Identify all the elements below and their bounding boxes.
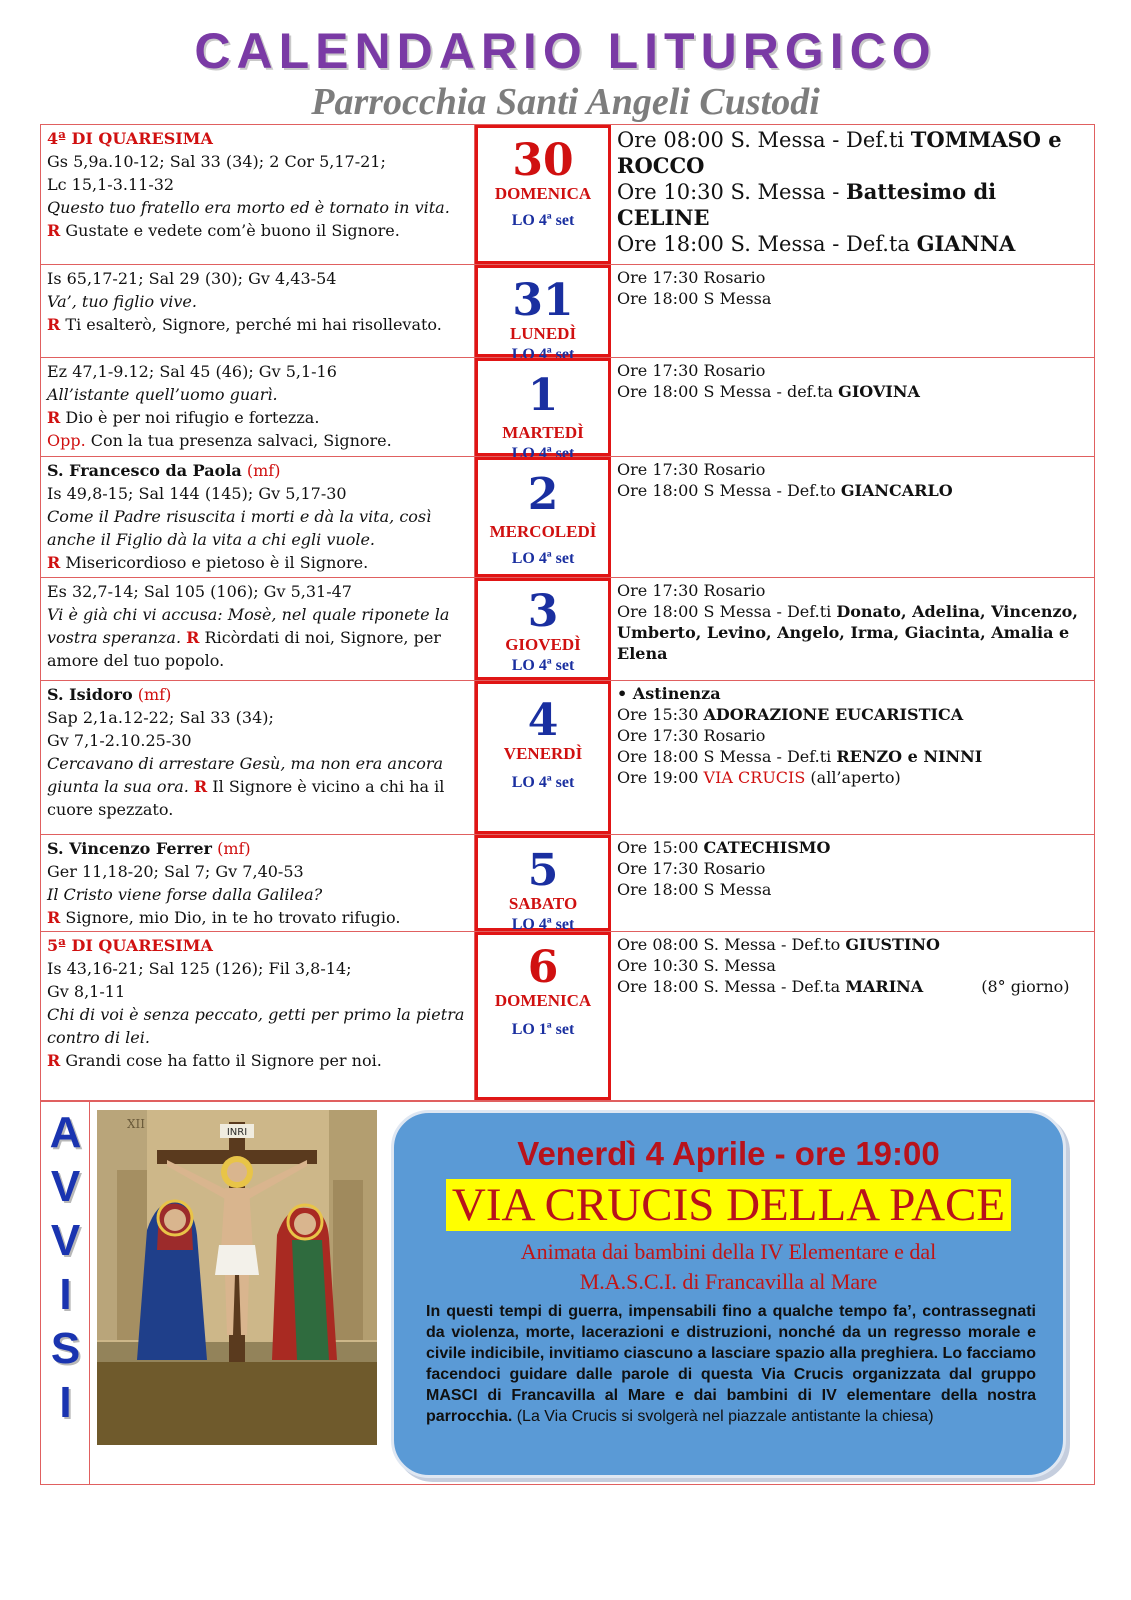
events-cell	[611, 457, 1094, 577]
response-label: R	[47, 315, 61, 334]
day-box	[475, 265, 611, 363]
event-line: Ore 10:30 S. Messa - Battesimo di CELINE	[617, 179, 997, 230]
avvisi-letter: I	[59, 1378, 72, 1427]
day-box	[475, 358, 611, 462]
avvisi-letter: S	[50, 1324, 81, 1373]
avvisi-letter: V	[50, 1216, 81, 1265]
readings: Ger 11,18-20; Sal 7; Gv 7,40-53	[47, 862, 304, 881]
liturgy-cell	[41, 681, 475, 834]
avvisi-letter: A	[49, 1108, 82, 1157]
weekday: LUNEDÌ	[509, 324, 577, 343]
calendar-row	[41, 835, 1094, 932]
liturgy-cell	[41, 125, 475, 264]
gospel-quote: Chi di voi è senza peccato, getti per primo la pietra contro di lei.	[47, 1005, 465, 1047]
day-box	[475, 835, 611, 931]
event-line: Ore 17:30 Rosario	[617, 460, 766, 479]
psalm-response: Ti esalterò, Signore, perché mi hai risollevato.	[65, 315, 442, 334]
announcement-title-wrap	[394, 1179, 1063, 1231]
day-box	[475, 681, 611, 834]
liturgy-of-hours: LO 4ª set	[511, 212, 575, 229]
weekday: VENERDÌ	[503, 744, 583, 763]
liturgy-cell	[41, 457, 475, 577]
event-line: Ore 08:00 S. Messa - Def.to GIUSTINO	[617, 935, 940, 954]
gospel-quote: Come il Padre risuscita i morti e dà la vita, così anche il Figlio dà la vita a chi egli vuole.	[47, 507, 432, 549]
response-label: R	[186, 628, 200, 647]
event-line: Ore 17:30 Rosario	[617, 726, 766, 745]
day-number: 1	[527, 370, 559, 421]
feast-title: 4ª DI QUARESIMA	[47, 129, 213, 148]
event-line: Ore 18:00 S Messa	[617, 289, 772, 308]
events-cell	[611, 835, 1094, 931]
weekday: DOMENICA	[494, 991, 592, 1010]
day-box	[475, 125, 611, 264]
psalm-response: Il Signore è vicino a chi ha il cuore spezzato.	[47, 777, 445, 819]
liturgy-of-hours: LO 4ª set	[511, 657, 575, 674]
announcement-location-note: (La Via Crucis si svolgerà nel piazzale antistante la chiesa)	[516, 1408, 934, 1425]
calendar-row	[41, 681, 1094, 835]
event-line: Ore 18:00 S. Messa - Def.ta MARINA (8° giorno)	[617, 977, 1070, 996]
calendar-row	[41, 358, 1094, 462]
announcement-date: Venerdì 4 Aprile - ore 19:00	[517, 1135, 940, 1172]
psalm-response: Gustate e vedete com’è buono il Signore.	[65, 221, 400, 240]
day-number: 2	[527, 469, 559, 520]
page-title: CALENDARIO LITURGICO	[194, 23, 937, 79]
readings: Gv 7,1-2.10.25-30	[47, 731, 192, 750]
saint-name: S. Francesco da Paola	[47, 461, 242, 480]
events-cell	[611, 358, 1094, 456]
weekday: DOMENICA	[494, 184, 592, 203]
event-line: Ore 17:30 Rosario	[617, 859, 766, 878]
liturgy-cell	[41, 265, 475, 357]
abstinence-note: • Astinenza	[617, 684, 721, 703]
readings: Is 65,17-21; Sal 29 (30); Gv 4,43-54	[47, 269, 337, 288]
event-line: Ore 15:00 CATECHISMO	[617, 838, 831, 857]
weekday: MERCOLEDÌ	[489, 522, 597, 541]
events-cell	[611, 125, 1094, 264]
crucifixion-illustration	[97, 1110, 377, 1445]
liturgy-of-hours: LO 4ª set	[511, 550, 575, 567]
events-cell	[611, 265, 1094, 357]
gospel-quote: Va’, tuo figlio vive.	[47, 292, 197, 311]
saint-name: S. Isidoro	[47, 685, 133, 704]
event-line: Ore 18:00 S Messa - def.ta GIOVINA	[617, 382, 920, 401]
liturgy-of-hours: LO 4ª set	[511, 774, 575, 791]
readings: Gs 5,9a.10-12; Sal 33 (34); 2 Cor 5,17-21;	[47, 152, 386, 171]
readings: Lc 15,1-3.11-32	[47, 175, 175, 194]
gospel-quote: All’istante quell’uomo guarì.	[47, 385, 278, 404]
day-box	[475, 457, 611, 577]
liturgy-of-hours: LO 4ª set	[511, 346, 575, 363]
memorial-tag: (mf)	[246, 461, 281, 480]
event-line: Ore 18:00 S Messa - Def.ti Donato, Adelina, Vincenzo, Umberto, Levino, Angelo, Irma, Giacinta, Amalia e Elena	[617, 602, 1078, 663]
station-number: XII	[127, 1117, 146, 1131]
memorial-tag: (mf)	[217, 839, 251, 858]
day-number: 31	[512, 275, 574, 326]
weekday: SABATO	[508, 894, 578, 913]
readings: Sap 2,1a.12-22; Sal 33 (34);	[47, 708, 274, 727]
readings: Is 43,16-21; Sal 125 (126); Fil 3,8-14;	[47, 959, 352, 978]
response-label: R	[193, 777, 208, 796]
response-label: R	[47, 908, 61, 927]
liturgy-of-hours: LO 1ª set	[511, 1021, 575, 1038]
event-line: Ore 17:30 Rosario	[617, 581, 766, 600]
psalm-response: Signore, mio Dio, in te ho trovato rifugio.	[65, 908, 401, 927]
event-line: Ore 08:00 S. Messa - Def.ti TOMMASO e ROCCO	[617, 127, 1062, 178]
response-label: R	[47, 553, 61, 572]
response-label: R	[47, 1051, 61, 1070]
gospel-quote: Vi è già chi vi accusa: Mosè, nel quale riponete la vostra speranza.	[47, 605, 450, 647]
event-line: Ore 17:30 Rosario	[617, 361, 766, 380]
psalm-response: Grandi cose ha fatto il Signore per noi.	[65, 1051, 382, 1070]
calendar-row	[41, 932, 1094, 1100]
calendar-row	[41, 265, 1094, 363]
avvisi-letter: V	[50, 1162, 81, 1211]
readings: Gv 8,1-11	[47, 982, 126, 1001]
page-subtitle: Parrocchia Santi Angeli Custodi	[311, 81, 820, 123]
readings: Is 49,8-15; Sal 144 (145); Gv 5,17-30	[47, 484, 347, 503]
via-crucis-announcement	[391, 1110, 1066, 1478]
liturgy-of-hours: LO 4ª set	[511, 916, 575, 933]
psalm-response: Misericordioso e pietoso è il Signore.	[65, 553, 369, 572]
day-number: 30	[512, 135, 574, 186]
liturgy-cell	[41, 932, 475, 1100]
opp-label: Opp.	[47, 431, 86, 450]
announcement-subtitle: Animata dai bambini della IV Elementare e dal M.A.S.C.I. di Francavilla al Mare	[520, 1239, 937, 1294]
liturgy-cell	[41, 358, 475, 456]
readings: Ez 47,1-9.12; Sal 45 (46); Gv 5,1-16	[47, 362, 337, 381]
opp-response: Con la tua presenza salvaci, Signore.	[90, 431, 392, 450]
notices-section	[40, 1101, 1095, 1485]
feast-title: 5ª DI QUARESIMA	[47, 936, 213, 955]
day-box	[475, 578, 611, 680]
gospel-quote: Questo tuo fratello era morto ed è tornato in vita.	[47, 198, 450, 217]
saint-name: S. Vincenzo Ferrer	[47, 839, 212, 858]
memorial-tag: (mf)	[137, 685, 172, 704]
liturgy-cell	[41, 835, 475, 931]
day-box	[475, 932, 611, 1100]
weekday: GIOVEDÌ	[505, 635, 581, 654]
day-number: 3	[527, 586, 559, 637]
day-number: 4	[527, 695, 559, 746]
psalm-response: Dio è per noi rifugio e fortezza.	[65, 408, 320, 427]
events-cell	[611, 578, 1094, 680]
announcement-title: VIA CRUCIS DELLA PACE	[446, 1179, 1011, 1231]
calendar-table	[40, 124, 1095, 1101]
avvisi-letter: I	[59, 1270, 72, 1319]
gospel-quote: Cercavano di arrestare Gesù, ma non era ancora giunta la sua ora.	[47, 754, 444, 796]
inri-sign: INRI	[226, 1127, 248, 1138]
event-line: Ore 18:00 S Messa	[617, 880, 772, 899]
event-line: Ore 18:00 S Messa - Def.to GIANCARLO	[617, 481, 953, 500]
psalm-response: Ricòrdati di noi, Signore, per amore del tuo popolo.	[47, 628, 441, 670]
event-line: Ore 15:30 ADORAZIONE EUCARISTICA	[617, 705, 964, 724]
day-number: 6	[527, 942, 559, 993]
day-number: 5	[527, 845, 559, 896]
event-line: Ore 17:30 Rosario	[617, 268, 766, 287]
calendar-row	[41, 457, 1094, 578]
liturgy-cell	[41, 578, 475, 680]
events-cell	[611, 932, 1094, 1100]
gospel-quote: Il Cristo viene forse dalla Galilea?	[47, 885, 323, 904]
response-label: R	[47, 408, 61, 427]
events-cell	[611, 681, 1094, 834]
announcement-body: In questi tempi di guerra, impensabili fino a qualche tempo fa’, contrassegnati da violenza, morte, lacerazioni e distruzioni, nonché da un regresso morale e civile indicibile, invitiamo ciascuno a lasciare spazio alla preghiera. Lo facciamo facendoci guidare dalle parole di questa Via Crucis organizzata dal gruppo MASCI di Francavilla al Mare e dai bambini di IV elementare della nostra parrocchia. (La Via Crucis si svolgerà nel piazzale antistante la chiesa)	[426, 1303, 1036, 1425]
liturgy-of-hours: LO 4ª set	[511, 445, 575, 462]
response-label: R	[47, 221, 61, 240]
event-line: Ore 18:00 S. Messa - Def.ta GIANNA	[617, 231, 1016, 256]
event-line: Ore 18:00 S Messa - Def.ti RENZO e NINNI	[617, 747, 983, 766]
crucifixion-icon-image	[97, 1110, 377, 1445]
avvisi-vertical-label	[41, 1102, 90, 1484]
calendar-row	[41, 125, 1094, 265]
event-line: Ore 19:00 VIA CRUCIS (all’aperto)	[617, 768, 901, 787]
weekday: MARTEDÌ	[502, 423, 584, 442]
event-line: Ore 10:30 S. Messa	[617, 956, 776, 975]
readings: Es 32,7-14; Sal 105 (106); Gv 5,31-47	[47, 582, 352, 601]
calendar-row	[41, 578, 1094, 681]
